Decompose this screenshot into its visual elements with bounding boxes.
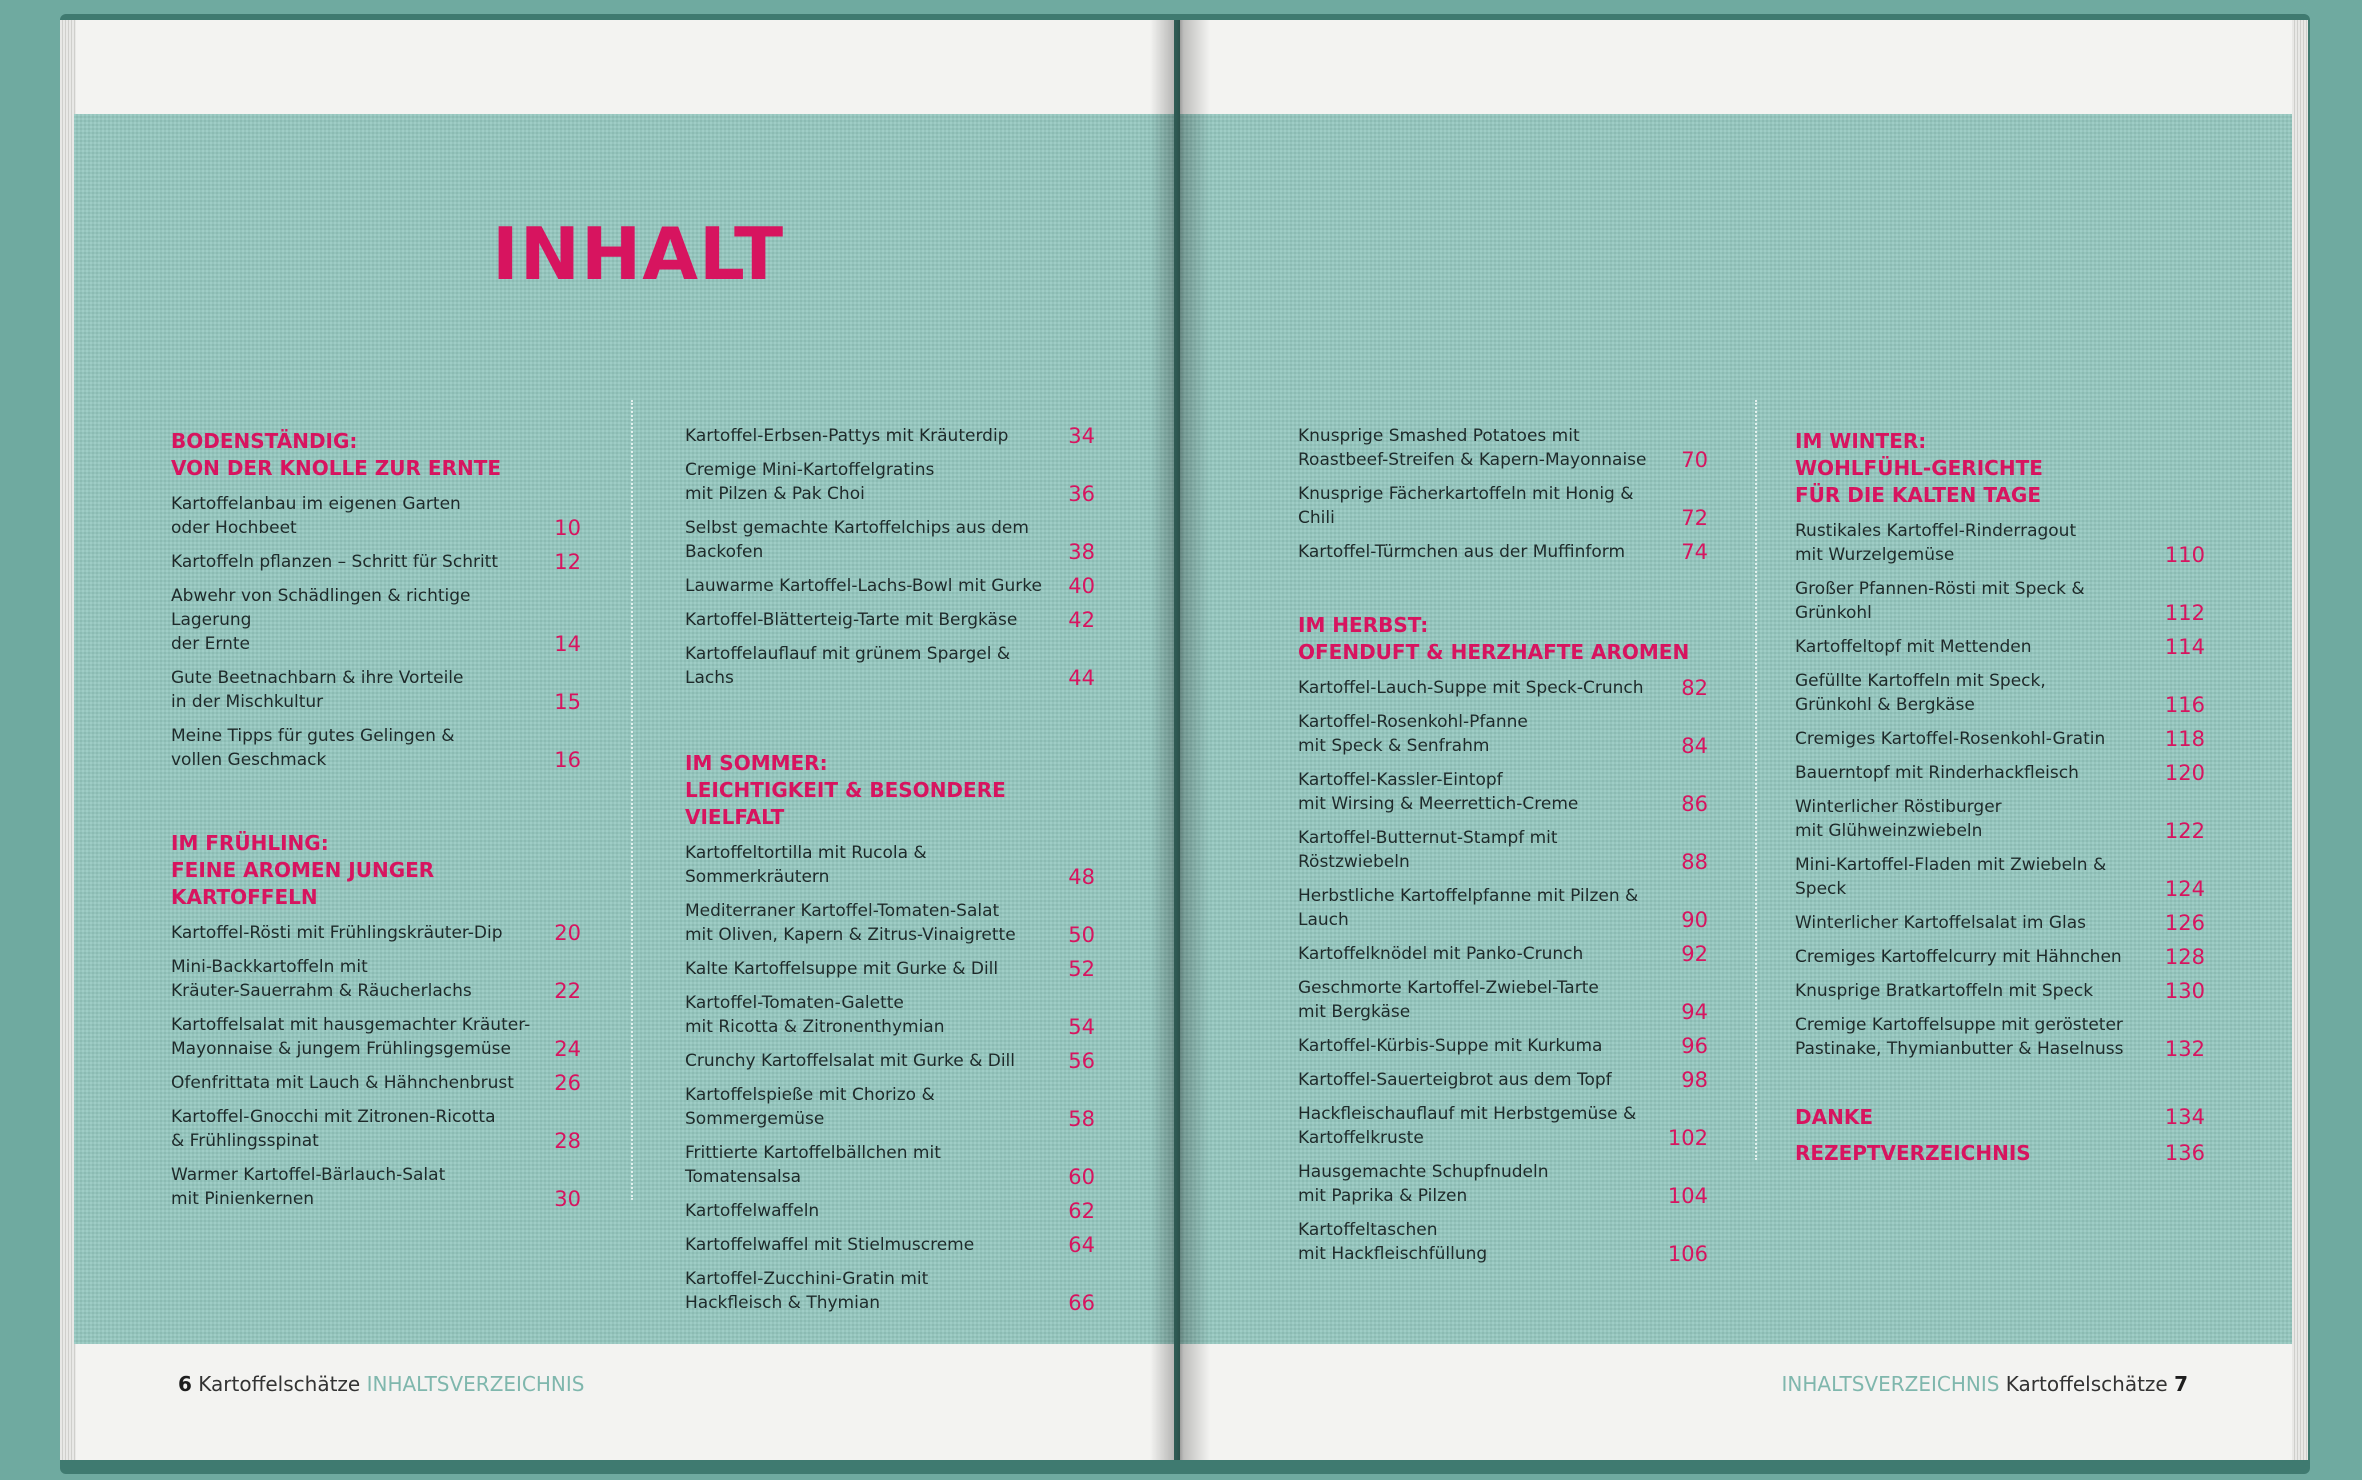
entry-page-number: 15 [554, 690, 581, 714]
entry-page-number: 60 [1068, 1165, 1095, 1189]
entry-title: Kartoffelknödel mit Panko-Crunch [1298, 944, 1584, 964]
entry-title: Bauerntopf mit Rinderhackfleisch [1795, 763, 2079, 783]
entry-page-number: 48 [1068, 865, 1095, 889]
toc-entry[interactable] [171, 1163, 581, 1211]
entry-title: Kartoffel-Rösti mit Frühlingskräuter-Dip [171, 923, 503, 943]
toc-entry[interactable] [685, 841, 1095, 889]
entry-title: Winterlicher Röstiburger mit Glühweinzwiebeln [1795, 797, 2002, 841]
entry-title: Winterlicher Kartoffelsalat im Glas [1795, 913, 2087, 933]
toc-entry[interactable] [685, 642, 1095, 690]
section-heading: IM SOMMER: LEICHTIGKEIT & BESONDERE VIELFALT [685, 751, 1006, 829]
toc-entry[interactable] [171, 584, 581, 656]
entry-title: DANKE [1795, 1105, 1873, 1129]
entry-title: Kartoffel-Lauch-Suppe mit Speck-Crunch [1298, 678, 1644, 698]
footer-page-number: 6 [178, 1372, 192, 1396]
toc-entry[interactable] [171, 1071, 581, 1095]
entry-title: Kartoffelspieße mit Chorizo & Sommergemüse [685, 1085, 935, 1129]
entry-page-number: 42 [1068, 608, 1095, 632]
toc-section [1298, 612, 1708, 1266]
entry-title: Frittierte Kartoffelbällchen mit Tomatensalsa [685, 1143, 941, 1187]
entry-title: Cremige Mini-Kartoffelgratins mit Pilzen & Pak Choi [685, 460, 935, 504]
toc-entry[interactable] [685, 1049, 1095, 1073]
entry-page-number: 106 [1667, 1242, 1708, 1266]
entry-title: Mediterraner Kartoffel-Tomaten-Salat mit Oliven, Kapern & Zitrus-Vinaigrette [685, 901, 1016, 945]
toc-entry[interactable] [1298, 826, 1708, 874]
entry-title: Cremige Kartoffelsuppe mit gerösteter Pastinake, Thymianbutter & Haselnuss [1795, 1015, 2124, 1059]
entry-title: Mini-Backkartoffeln mit Kräuter-Sauerrahm & Räucherlachs [171, 957, 472, 1001]
entry-title: Kartoffelanbau im eigenen Garten oder Hochbeet [171, 494, 461, 538]
toc-entry[interactable] [1795, 979, 2205, 1003]
entry-title: Kartoffel-Blätterteig-Tarte mit Bergkäse [685, 610, 1018, 630]
entry-page-number: 22 [554, 979, 581, 1003]
entry-title: Knusprige Bratkartoffeln mit Speck [1795, 981, 2094, 1001]
entry-page-number: 40 [1068, 574, 1095, 598]
entry-title: Kartoffeln pflanzen – Schritt für Schritt [171, 552, 499, 572]
entry-page-number: 84 [1681, 734, 1708, 758]
section-heading: BODENSTÄNDIG: VON DER KNOLLE ZUR ERNTE [171, 429, 502, 480]
toc-section [171, 428, 581, 772]
toc-entry[interactable] [685, 1233, 1095, 1257]
entry-page-number: 94 [1681, 1000, 1708, 1024]
entry-title: Knusprige Fächerkartoffeln mit Honig & Chili [1298, 484, 1634, 528]
entry-page-number: 16 [554, 748, 581, 772]
footer-page-number: 7 [2174, 1372, 2188, 1396]
toc-entry[interactable] [685, 574, 1095, 598]
toc-entry[interactable] [1795, 577, 2205, 625]
entry-title: Mini-Kartoffel-Fladen mit Zwiebeln & Speck [1795, 855, 2107, 899]
entry-page-number: 66 [1068, 1291, 1095, 1315]
toc-entry[interactable] [1298, 942, 1708, 966]
entry-title: Kartoffel-Gnocchi mit Zitronen-Ricotta & Frühlingsspinat [171, 1107, 496, 1151]
toc-entry[interactable] [685, 458, 1095, 506]
entry-title: Meine Tipps für gutes Gelingen & vollen Geschmack [171, 726, 455, 770]
toc-entry[interactable] [1795, 635, 2205, 659]
book-gutter [1150, 20, 1210, 1460]
entry-page-number: 74 [1681, 540, 1708, 564]
toc-entry[interactable] [685, 1141, 1095, 1189]
toc-entry[interactable] [685, 516, 1095, 564]
entry-title: Kartoffelwaffeln [685, 1201, 820, 1221]
toc-entry[interactable] [1298, 884, 1708, 932]
entry-title: Hackfleischauflauf mit Herbstgemüse & Kartoffelkruste [1298, 1104, 1637, 1148]
toc-entry[interactable] [1298, 1068, 1708, 1092]
entry-page-number: 136 [2164, 1141, 2205, 1165]
entry-page-number: 96 [1681, 1034, 1708, 1058]
toc-entry[interactable] [171, 724, 581, 772]
entry-page-number: 34 [1068, 424, 1095, 448]
toc-entry[interactable] [685, 1267, 1095, 1315]
entry-page-number: 64 [1068, 1233, 1095, 1257]
toc-entry[interactable] [1298, 976, 1708, 1024]
entry-page-number: 58 [1068, 1107, 1095, 1131]
entry-page-number: 114 [2164, 635, 2205, 659]
toc-column-4 [1795, 428, 2205, 1167]
toc-entry[interactable] [1795, 519, 2205, 567]
page-edges-right [2292, 20, 2308, 1460]
entry-title: Selbst gemachte Kartoffelchips aus dem Backofen [685, 518, 1029, 562]
entry-page-number: 30 [554, 1187, 581, 1211]
toc-entry[interactable] [1795, 945, 2205, 969]
entry-page-number: 116 [2164, 693, 2205, 717]
entry-page-number: 104 [1667, 1184, 1708, 1208]
toc-entry[interactable] [1298, 540, 1708, 564]
entry-page-number: 44 [1068, 666, 1095, 690]
entry-title: Knusprige Smashed Potatoes mit Roastbeef-Streifen & Kapern-Mayonnaise [1298, 426, 1647, 470]
entry-page-number: 110 [2164, 543, 2205, 567]
entry-page-number: 38 [1068, 540, 1095, 564]
entry-title: Großer Pfannen-Rösti mit Speck & Grünkohl [1795, 579, 2085, 623]
entry-title: Kartoffel-Sauerteigbrot aus dem Topf [1298, 1070, 1612, 1090]
toc-extra [1795, 1103, 2205, 1167]
entry-page-number: 26 [554, 1071, 581, 1095]
entry-page-number: 122 [2164, 819, 2205, 843]
entry-title: Kartoffel-Kürbis-Suppe mit Kurkuma [1298, 1036, 1603, 1056]
toc-entry[interactable] [685, 899, 1095, 947]
toc-entry[interactable] [1795, 1013, 2205, 1061]
toc-entry[interactable] [1298, 676, 1708, 700]
section-heading: IM WINTER: WOHLFÜHL-GERICHTE FÜR DIE KALTEN TAGE [1795, 429, 2043, 507]
entry-title: Cremiges Kartoffel-Rosenkohl-Gratin [1795, 729, 2106, 749]
entry-page-number: 50 [1068, 923, 1095, 947]
footer-book-title: Kartoffelschätze [2005, 1372, 2168, 1396]
toc-entry[interactable] [1298, 768, 1708, 816]
entry-page-number: 124 [2164, 877, 2205, 901]
toc-section [685, 750, 1095, 1315]
entry-page-number: 120 [2164, 761, 2205, 785]
toc-entry[interactable] [1298, 424, 1708, 472]
toc-entry[interactable] [1795, 795, 2205, 843]
entry-page-number: 92 [1681, 942, 1708, 966]
page-title: INHALT [492, 212, 785, 296]
section-heading: IM HERBST: OFENDUFT & HERZHAFTE AROMEN [1298, 613, 1690, 664]
entry-title: Kartoffel-Rosenkohl-Pfanne mit Speck & Senfrahm [1298, 712, 1528, 756]
entry-page-number: 112 [2164, 601, 2205, 625]
toc-entry[interactable] [171, 921, 581, 945]
entry-title: Kalte Kartoffelsuppe mit Gurke & Dill [685, 959, 999, 979]
entry-page-number: 62 [1068, 1199, 1095, 1223]
entry-title: Crunchy Kartoffelsalat mit Gurke & Dill [685, 1051, 1016, 1071]
entry-title: Geschmorte Kartoffel-Zwiebel-Tarte mit Bergkäse [1298, 978, 1599, 1022]
toc-entry[interactable] [171, 1013, 581, 1061]
entry-title: Herbstliche Kartoffelpfanne mit Pilzen & Lauch [1298, 886, 1639, 930]
entry-page-number: 134 [2164, 1105, 2205, 1129]
entry-page-number: 90 [1681, 908, 1708, 932]
toc-entry-major[interactable] [1795, 1103, 2205, 1131]
entry-title: Kartoffelauflauf mit grünem Spargel & Lachs [685, 644, 1011, 688]
entry-page-number: 28 [554, 1129, 581, 1153]
entry-title: Kartoffel-Kassler-Eintopf mit Wirsing & Meerrettich-Creme [1298, 770, 1579, 814]
toc-entry[interactable] [1795, 669, 2205, 717]
section-heading: IM FRÜHLING: FEINE AROMEN JUNGER KARTOFFELN [171, 831, 435, 909]
column-divider-left [631, 400, 633, 1200]
entry-page-number: 70 [1681, 448, 1708, 472]
entry-page-number: 24 [554, 1037, 581, 1061]
toc-entry[interactable] [685, 424, 1095, 448]
toc-entry[interactable] [685, 1083, 1095, 1131]
toc-column-2 [685, 424, 1095, 1315]
entry-title: Ofenfrittata mit Lauch & Hähnchenbrust [171, 1073, 514, 1093]
entry-title: Warmer Kartoffel-Bärlauch-Salat mit Pinienkernen [171, 1165, 446, 1209]
toc-entry[interactable] [1298, 1218, 1708, 1266]
toc-entry[interactable] [1298, 1102, 1708, 1150]
footer-book-title: Kartoffelschätze [198, 1372, 361, 1396]
toc-entry[interactable] [685, 991, 1095, 1039]
entry-page-number: 12 [554, 550, 581, 574]
entry-title: Kartoffel-Türmchen aus der Muffinform [1298, 542, 1626, 562]
entry-title: Kartoffel-Zucchini-Gratin mit Hackfleisch & Thymian [685, 1269, 929, 1313]
toc-entry[interactable] [171, 550, 581, 574]
entry-page-number: 98 [1681, 1068, 1708, 1092]
entry-page-number: 130 [2164, 979, 2205, 1003]
entry-page-number: 132 [2164, 1037, 2205, 1061]
entry-title: Kartoffel-Tomaten-Galette mit Ricotta & Zitronenthymian [685, 993, 945, 1037]
toc-section [171, 830, 581, 1211]
footer-section: INHALTSVERZEICHNIS [1781, 1372, 2000, 1396]
toc-entry[interactable] [685, 1199, 1095, 1223]
entry-title: Lauwarme Kartoffel-Lachs-Bowl mit Gurke [685, 576, 1042, 596]
toc-entry[interactable] [685, 608, 1095, 632]
entry-title: Abwehr von Schädlingen & richtige Lagerung der Ernte [171, 586, 471, 654]
entry-page-number: 10 [554, 516, 581, 540]
toc-entry[interactable] [171, 666, 581, 714]
entry-page-number: 102 [1667, 1126, 1708, 1150]
entry-page-number: 52 [1068, 957, 1095, 981]
entry-page-number: 36 [1068, 482, 1095, 506]
entry-page-number: 54 [1068, 1015, 1095, 1039]
entry-title: REZEPTVERZEICHNIS [1795, 1141, 2031, 1165]
toc-column-3 [1298, 424, 1708, 1266]
toc-entry[interactable] [1795, 761, 2205, 785]
toc-entry[interactable] [1298, 482, 1708, 530]
footer-left [178, 1372, 584, 1396]
toc-entry[interactable] [1795, 911, 2205, 935]
entry-title: Cremiges Kartoffelcurry mit Hähnchen [1795, 947, 2122, 967]
entry-title: Kartoffelwaffel mit Stielmuscreme [685, 1235, 975, 1255]
entry-title: Kartoffeltaschen mit Hackfleischfüllung [1298, 1220, 1488, 1264]
entry-title: Kartoffelsalat mit hausgemachter Kräuter- Mayonnaise & jungem Frühlingsgemüse [171, 1015, 531, 1059]
entry-title: Kartoffel-Butternut-Stampf mit Röstzwiebeln [1298, 828, 1558, 872]
entry-page-number: 118 [2164, 727, 2205, 751]
toc-entry-major[interactable] [1795, 1139, 2205, 1167]
toc-entry[interactable] [171, 955, 581, 1003]
entry-title: Gefüllte Kartoffeln mit Speck, Grünkohl & Bergkäse [1795, 671, 2046, 715]
toc-section [685, 424, 1095, 690]
entry-page-number: 88 [1681, 850, 1708, 874]
toc-section [1298, 424, 1708, 564]
toc-section [1795, 428, 2205, 1061]
entry-title: Kartoffeltortilla mit Rucola & Sommerkräutern [685, 843, 927, 887]
toc-entry[interactable] [685, 957, 1095, 981]
entry-page-number: 72 [1681, 506, 1708, 530]
toc-entry[interactable] [1298, 710, 1708, 758]
entry-page-number: 128 [2164, 945, 2205, 969]
toc-entry[interactable] [1298, 1160, 1708, 1208]
footer-section: INHALTSVERZEICHNIS [366, 1372, 585, 1396]
entry-page-number: 82 [1681, 676, 1708, 700]
toc-column-1 [171, 428, 581, 1211]
entry-page-number: 14 [554, 632, 581, 656]
entry-title: Rustikales Kartoffel-Rinderragout mit Wurzelgemüse [1795, 521, 2077, 565]
footer-right [1782, 1372, 2188, 1396]
entry-page-number: 56 [1068, 1049, 1095, 1073]
toc-entry[interactable] [1795, 853, 2205, 901]
entry-page-number: 86 [1681, 792, 1708, 816]
entry-page-number: 126 [2164, 911, 2205, 935]
entry-title: Gute Beetnachbarn & ihre Vorteile in der Mischkultur [171, 668, 464, 712]
column-divider-right [1755, 400, 1757, 1160]
entry-title: Kartoffel-Erbsen-Pattys mit Kräuterdip [685, 426, 1009, 446]
toc-entry[interactable] [171, 1105, 581, 1153]
entry-title: Kartoffeltopf mit Mettenden [1795, 637, 2032, 657]
entry-title: Hausgemachte Schupfnudeln mit Paprika & Pilzen [1298, 1162, 1549, 1206]
toc-entry[interactable] [1298, 1034, 1708, 1058]
toc-entry[interactable] [171, 492, 581, 540]
toc-entry[interactable] [1795, 727, 2205, 751]
entry-page-number: 20 [554, 921, 581, 945]
